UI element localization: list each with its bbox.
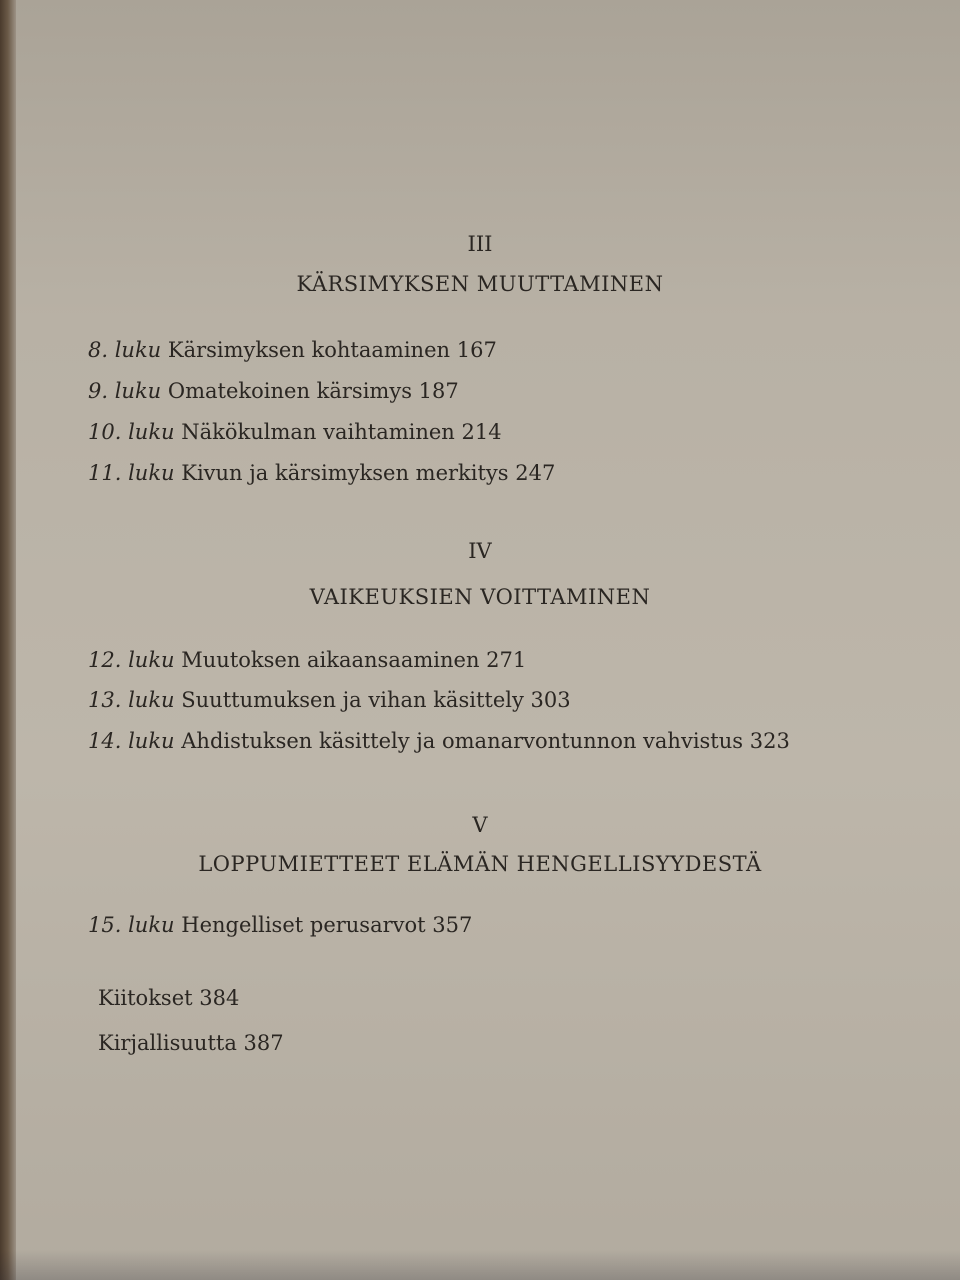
chapter-entry[interactable] <box>88 690 571 711</box>
part-numeral: III <box>467 232 493 256</box>
chapter-label: 13. luku <box>88 688 175 712</box>
part-title: LOPPUMIETTEET ELÄMÄN HENGELLISYYDESTÄ <box>198 852 762 876</box>
part-title: VAIKEUKSIEN VOITTAMINEN <box>309 585 651 609</box>
chapter-entry[interactable] <box>88 381 459 402</box>
back-matter-title: Kirjallisuutta <box>98 1031 237 1055</box>
chapter-entry[interactable] <box>88 731 790 752</box>
chapter-label: 12. luku <box>88 648 175 672</box>
chapter-label: 15. luku <box>88 913 175 937</box>
chapter-title: Kivun ja kärsimyksen merkitys <box>181 461 509 485</box>
chapter-title: Muutoksen aikaansaaminen <box>181 648 480 672</box>
page-number: 271 <box>486 648 527 672</box>
chapter-label: 14. luku <box>88 729 175 753</box>
chapter-title: Omatekoinen kärsimys <box>167 379 412 403</box>
page-number: 303 <box>530 688 571 712</box>
chapter-label: 11. luku <box>88 461 175 485</box>
page-number: 247 <box>515 461 556 485</box>
chapter-entry[interactable] <box>88 915 472 936</box>
back-matter-entry[interactable] <box>98 988 239 1009</box>
page-number: 167 <box>456 338 497 362</box>
chapter-title: Suuttumuksen ja vihan käsittely <box>181 688 524 712</box>
chapter-entry[interactable] <box>88 650 526 671</box>
chapter-label: 8. luku <box>88 338 162 362</box>
page-number: 214 <box>461 420 502 444</box>
page-number: 384 <box>199 986 240 1010</box>
page-number: 357 <box>432 913 473 937</box>
part-numeral: IV <box>468 539 492 563</box>
chapter-entry[interactable] <box>88 422 502 443</box>
chapter-label: 9. luku <box>88 379 162 403</box>
page-number: 187 <box>418 379 459 403</box>
page-bottom-shadow <box>0 1250 960 1280</box>
page-number: 387 <box>243 1031 284 1055</box>
chapter-title: Näkökulman vaihtaminen <box>181 420 455 444</box>
chapter-title: Ahdistuksen käsittely ja omanarvontunnon vahvistus <box>181 729 744 753</box>
chapter-title: Hengelliset perusarvot <box>181 913 426 937</box>
page-number: 323 <box>749 729 790 753</box>
chapter-label: 10. luku <box>88 420 175 444</box>
part-title: KÄRSIMYKSEN MUUTTAMINEN <box>296 272 664 296</box>
back-matter-title: Kiitokset <box>98 986 193 1010</box>
book-spine-shadow <box>0 0 16 1280</box>
back-matter-entry[interactable] <box>98 1033 284 1054</box>
part-numeral: V <box>472 813 488 837</box>
chapter-entry[interactable] <box>88 463 555 484</box>
chapter-title: Kärsimyksen kohtaaminen <box>167 338 451 362</box>
chapter-entry[interactable] <box>88 340 497 361</box>
